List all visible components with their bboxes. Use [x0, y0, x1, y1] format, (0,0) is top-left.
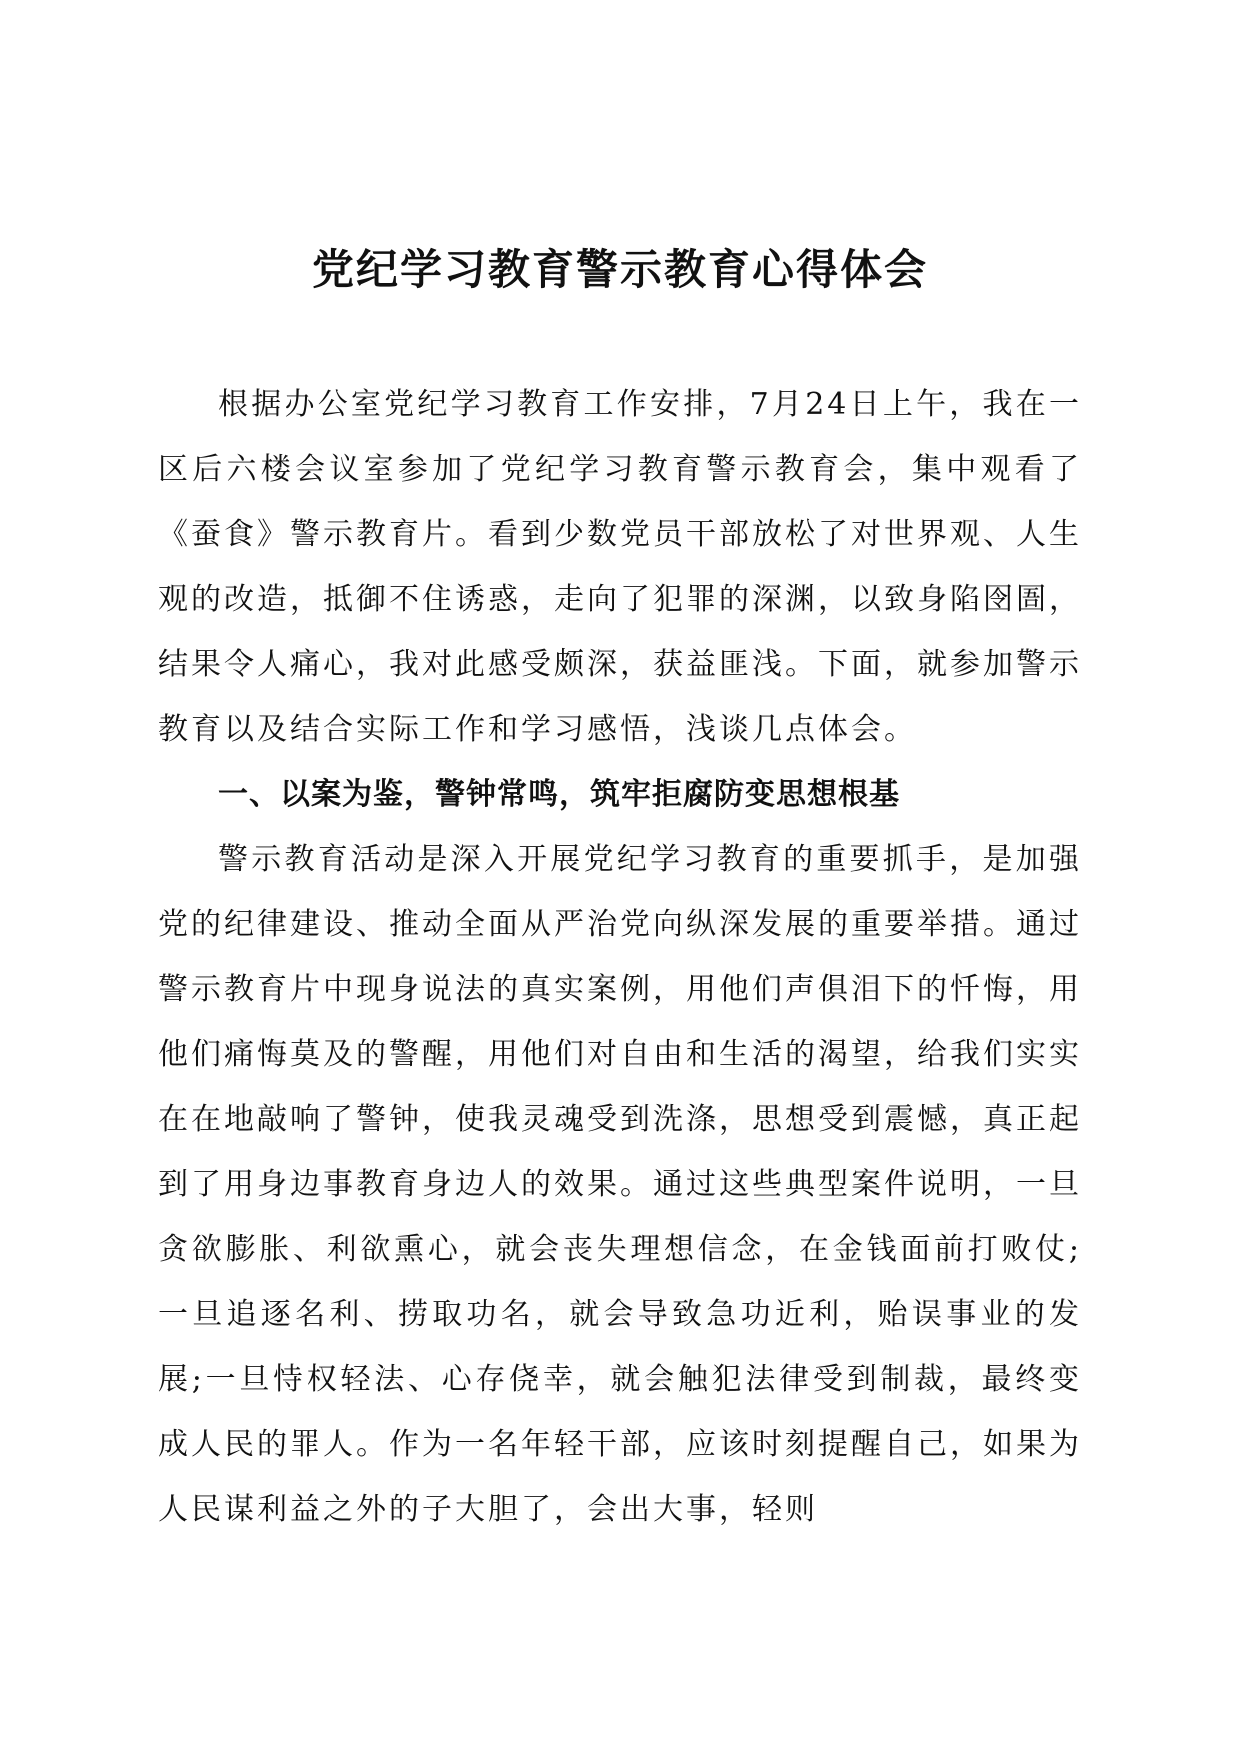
section-1-paragraph: 警示教育活动是深入开展党纪学习教育的重要抓手，是加强党的纪律建设、推动全面从严治党向纵深发展的重要举措。通过警示教育片中现身说法的真实案例，用他们声俱泪下的忏悔，用他们痛悔莫及的警醒，用他们对自由和生活的渴望，给我们实实在在地敲响了警钟，使我灵魂受到洗涤，思想受到震憾，真正起到了用身边事教育身边人的效果。通过这些典型案件说明，一旦贪欲膨胀、利欲熏心，就会丧失理想信念，在金钱面前打败仗;一旦追逐名利、捞取功名，就会导致急功近利，贻误事业的发展;一旦恃权轻法、心存侥幸，就会触犯法律受到制裁，最终变成人民的罪人。作为一名年轻干部，应该时刻提醒自己，如果为人民谋利益之外的子大胆了，会出大事，轻则 — [158, 842, 1082, 1527]
section-heading-1: 一、以案为鉴，警钟常鸣，筑牢拒腐防变思想根基 — [218, 777, 900, 812]
document-title: 党纪学习教育警示教育心得体会 — [311, 245, 928, 294]
document-body — [158, 372, 1082, 1542]
intro-paragraph: 根据办公室党纪学习教育工作安排，7月24日上午，我在一区后六楼会议室参加了党纪学习教育警示教育会，集中观看了《蚕食》警示教育片。看到少数党员干部放松了对世界观、人生观的改造，抵御不住诱惑，走向了犯罪的深渊，以致身陷囹圄，结果令人痛心，我对此感受颇深，获益匪浅。下面，就参加警示教育以及结合实际工作和学习感悟，浅谈几点体会。 — [158, 387, 1082, 747]
